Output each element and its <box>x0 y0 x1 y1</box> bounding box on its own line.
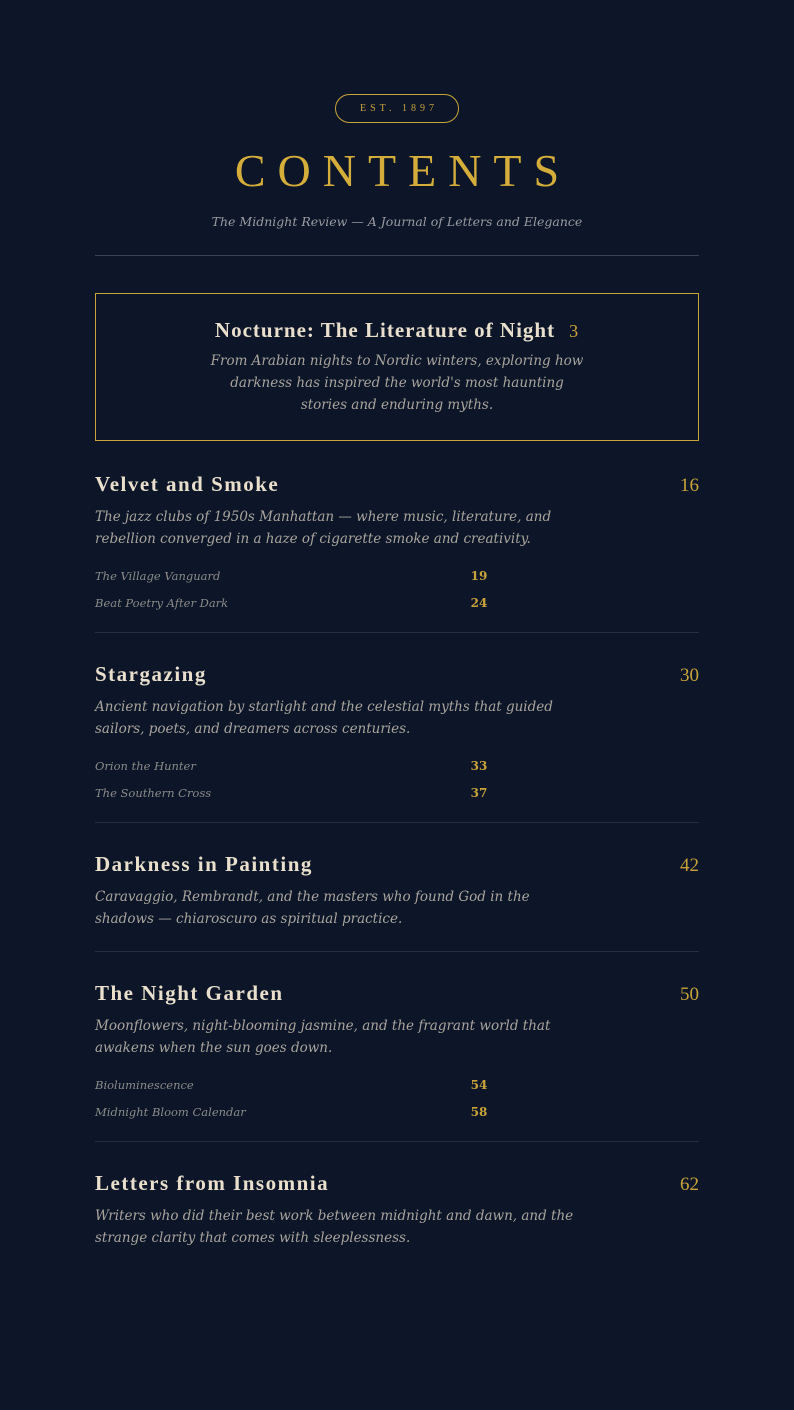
subsection-item[interactable] <box>95 562 489 589</box>
toc-section[interactable] <box>95 952 699 1142</box>
section-title[interactable]: Darkness in Painting <box>95 852 313 876</box>
section-title[interactable]: The Night Garden <box>95 981 284 1005</box>
toc-section[interactable] <box>95 633 699 823</box>
featured-title-row <box>96 318 698 343</box>
subsection-page-number: 24 <box>470 595 488 610</box>
subsection-list <box>95 930 699 951</box>
section-description: Caravaggio, Rembrandt, and the masters who found God in the shadows — chiaroscuro as spiritual practice. <box>95 889 530 927</box>
section-page-number: 16 <box>680 475 699 496</box>
subsection-page-number: 37 <box>470 785 488 800</box>
section-title[interactable]: Stargazing <box>95 662 207 686</box>
subsection-item[interactable] <box>95 1071 489 1098</box>
subsection-item[interactable] <box>95 779 489 806</box>
section-page-number: 50 <box>680 984 699 1005</box>
featured-title: Nocturne: The Literature of Night <box>214 318 556 342</box>
subsection-list <box>95 752 699 822</box>
section-page-number: 62 <box>680 1174 699 1195</box>
toc-section[interactable] <box>95 441 699 633</box>
subsection-title: The Village Vanguard <box>95 568 221 583</box>
subsection-title: Midnight Bloom Calendar <box>95 1104 246 1119</box>
toc-section[interactable] <box>95 823 699 952</box>
subsection-page-number: 58 <box>470 1104 488 1119</box>
subsection-title: Orion the Hunter <box>95 758 196 773</box>
subsection-item[interactable] <box>95 752 489 779</box>
section-page-number: 42 <box>680 855 699 876</box>
subsection-list <box>95 1071 699 1141</box>
sections-list <box>95 441 699 1270</box>
featured-page-number: 3 <box>569 321 580 341</box>
section-description: Writers who did their best work between midnight and dawn, and the strange clarity that comes with sleeplessness. <box>95 1208 574 1246</box>
section-description: Ancient navigation by starlight and the celestial myths that guided sailors, poets, and dreamers across centuries. <box>95 699 553 737</box>
section-page-number: 30 <box>680 665 699 686</box>
established-badge: EST. 1897 <box>335 94 459 123</box>
subsection-title: Bioluminescence <box>95 1077 194 1092</box>
page-title: CONTENTS <box>234 145 572 196</box>
subsection-page-number: 33 <box>470 758 488 773</box>
section-title[interactable]: Letters from Insomnia <box>95 1171 330 1195</box>
subsection-title: Beat Poetry After Dark <box>95 595 229 610</box>
featured-description: From Arabian nights to Nordic winters, exploring how darkness has inspired the world's most haunting stories and enduring myths. <box>210 353 584 413</box>
featured-article[interactable] <box>95 293 699 441</box>
subsection-title: The Southern Cross <box>95 785 212 800</box>
subsection-list <box>95 562 699 632</box>
section-title[interactable]: Velvet and Smoke <box>95 472 280 496</box>
toc-section[interactable] <box>95 1142 699 1270</box>
journal-subtitle: The Midnight Review — A Journal of Letters and Elegance <box>211 214 583 229</box>
section-description: Moonflowers, night-blooming jasmine, and the fragrant world that awakens when the sun goes down. <box>95 1018 551 1056</box>
subsection-item[interactable] <box>95 1098 489 1125</box>
subsection-page-number: 54 <box>470 1077 488 1092</box>
subsection-list <box>95 1249 699 1270</box>
header-divider <box>95 255 699 256</box>
subsection-item[interactable] <box>95 589 489 616</box>
contents-page <box>95 0 699 1270</box>
subsection-page-number: 19 <box>470 568 488 583</box>
section-description: The jazz clubs of 1950s Manhattan — where music, literature, and rebellion converged in a haze of cigarette smoke and creativity. <box>95 509 552 547</box>
